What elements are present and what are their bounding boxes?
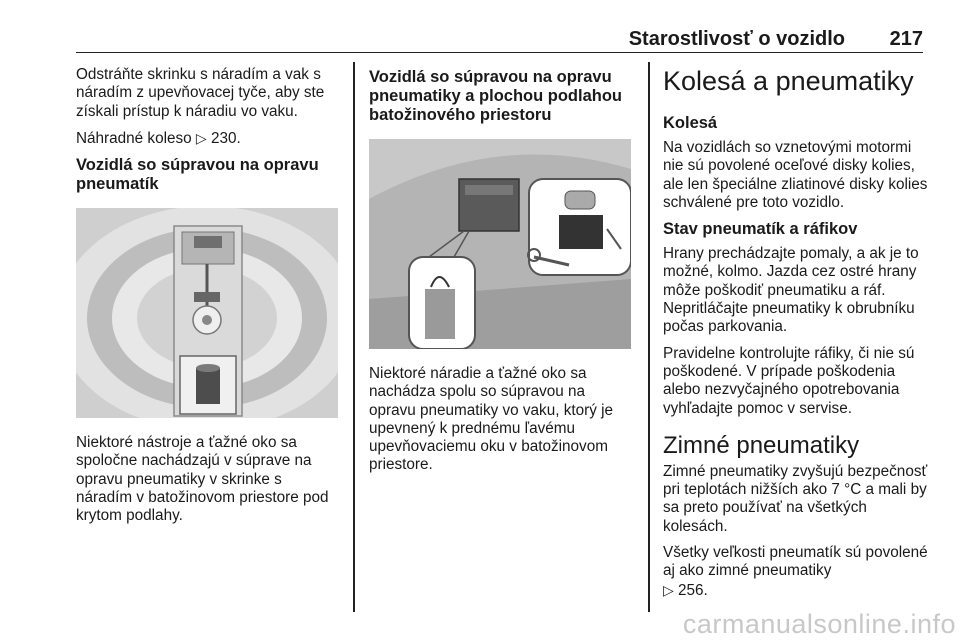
tyre-condition-paragraph-2: Pravidelne kontrolujte ráfiky, či nie sú poškodené. V prípade poškodenia alebo nezvyčajného opotrebovania vyhľadajte pomoc v servise. [663, 344, 915, 417]
reference-arrow-icon: ▷ [195, 129, 207, 146]
winter-tyres-text: Všetky veľkosti pneumatík sú povolené aj ako zimné pneumatiky [663, 544, 928, 580]
intro-paragraph: Odstráňte skrinku s náradím a vak s náradím z upevňovacej tyče, aby ste získali prístup k náradiu vo vaku. [76, 66, 325, 120]
subheading-wheels: Kolesá [663, 114, 718, 132]
reference-arrow-icon: ▷ [663, 581, 674, 598]
column-divider-1 [353, 62, 355, 612]
tyre-condition-paragraph-1: Hrany prechádzajte pomaly, a ak je to možné, kolmo. Jazda cez ostré hrany môže poškodiť pneumatiku a ráf. Nepritláčajte pneumatiky k obrubníku počas parkovania. [663, 245, 919, 336]
chapter-heading-wheels-tyres: Kolesá a pneumatiky [663, 66, 914, 96]
trunk-bag-caption: Niektoré náradie a ťažné oko sa nachádza spolu so súpravou na opravu pneumatiky vo vaku, ktorý je upevnený k prednému ľavému upevňovaciemu oku v batožinovom priestore. [369, 365, 614, 474]
section-heading-repair-kit: Vozidlá so súpravou na opravu pneumatík [76, 156, 319, 194]
column-3 [663, 66, 931, 608]
trunk-bag-illustration [369, 139, 631, 349]
subheading-winter-tyres: Zimné pneumatiky [663, 431, 860, 459]
section-heading-flat-floor: Vozidlá so súpravou na opravu pneumatiky a plochou podlahou batožinového priestoru [369, 68, 623, 124]
spare-wheel-page-link[interactable]: 230. [210, 129, 241, 147]
column-1 [76, 66, 340, 534]
column-2 [369, 66, 634, 483]
winter-tyres-page-link[interactable]: 256. [678, 581, 708, 599]
wheels-paragraph: Na vozidlách so vznetovými motormi nie sú povolené oceľové disky kolies, ale len špeciálne zliatinové disky kolies schválené pre toto vozidlo. [663, 139, 928, 211]
subheading-tyre-condition: Stav pneumatík a ráfikov [663, 220, 858, 239]
header-title: Starostlivosť o vozidlo [628, 28, 845, 50]
tool-box-illustration [76, 208, 338, 418]
column-divider-2 [648, 62, 650, 612]
winter-tyres-paragraph-1: Zimné pneumatiky zvyšujú bezpečnosť pri teplotách nižších ako 7 °C a mali by sa preto používať na všetkých kolesách. [663, 462, 928, 535]
page-number: 217 [889, 28, 923, 50]
watermark: carmanualsonline.info [682, 609, 956, 639]
page-header [76, 24, 923, 53]
repair-kit-caption: Niektoré nástroje a ťažné oko sa spoločne nachádzajú v súprave na opravu pneumatiky v skrinke s náradím v batožinovom priestore pod krytom podlahy. [76, 434, 329, 525]
spare-wheel-text: Náhradné koleso [76, 129, 196, 147]
spare-wheel-reference [76, 129, 340, 148]
winter-tyres-paragraph-2 [663, 544, 931, 600]
